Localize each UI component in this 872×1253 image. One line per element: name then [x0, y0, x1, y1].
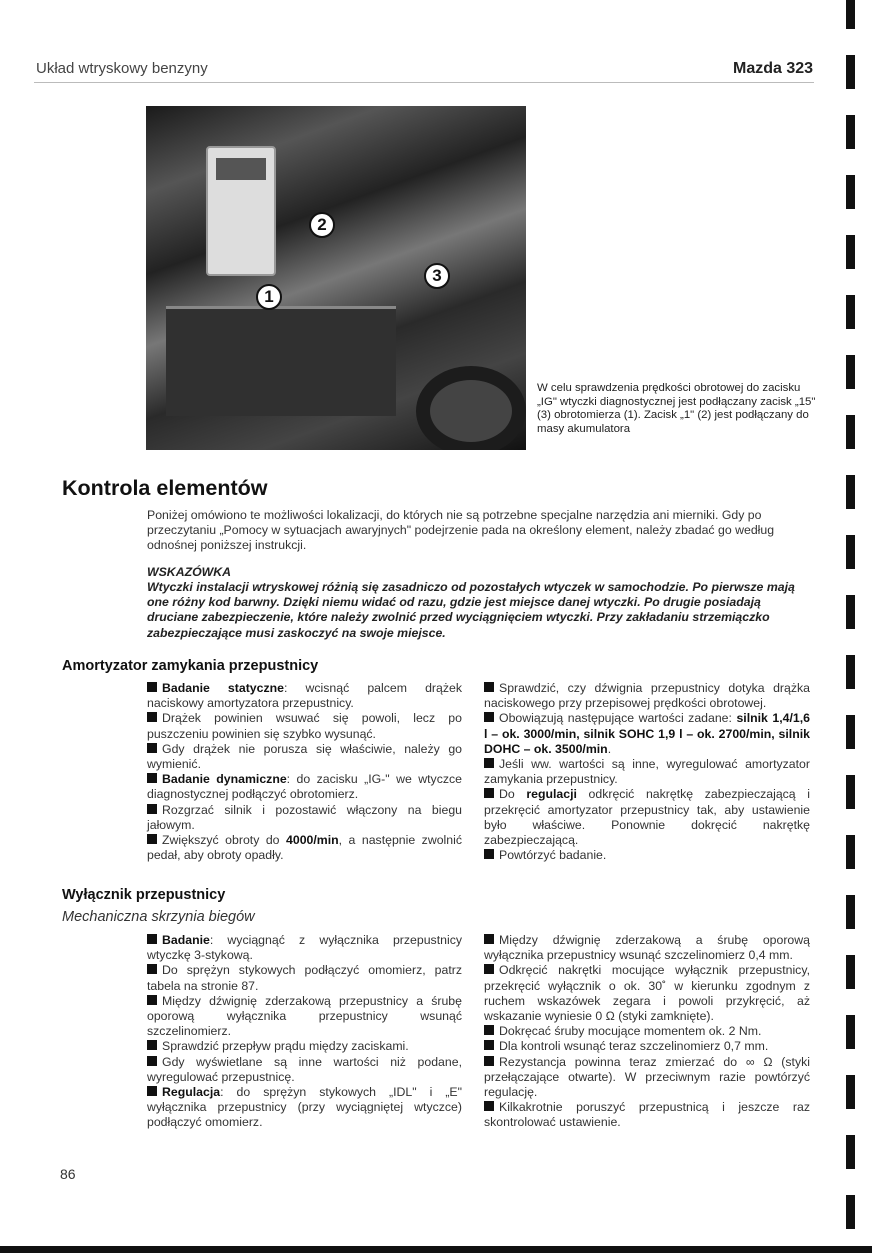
- bullet-square-icon: [484, 849, 494, 859]
- section-title: Kontrola elementów: [62, 476, 268, 500]
- s2-left: [147, 933, 462, 1131]
- edge-mark: [846, 115, 855, 149]
- bullet-item: [147, 1055, 462, 1085]
- edge-mark: [846, 715, 855, 749]
- tachometer-device: [206, 146, 276, 276]
- edge-mark: [846, 355, 855, 389]
- bullet-square-icon: [484, 1056, 494, 1066]
- item-text: Odkręcić nakrętki mocujące wyłącznik przepustnicy, przekręcić wyłącznik o ok. 30˚ w kierunku zgodnym z ruchem wskazówek zegara i powoli przykręcić, aż wskazanie wyniesie 0 Ω (styki zamknięte).: [484, 963, 810, 1024]
- edge-mark: [846, 955, 855, 989]
- note-heading: WSKAZÓWKA: [147, 565, 232, 579]
- bullet-item: [484, 933, 810, 963]
- item-text: Między dźwignię zderzakową przepustnicy a śrubę oporową wyłącznika przepustnicy wsunąć szczelinomierz.: [147, 993, 462, 1039]
- bullet-square-icon: [147, 834, 157, 844]
- item-text: Między dźwignię zderzakową a śrubę oporową wyłącznika przepustnicy wsunąć szczelinomierz 0,4 mm.: [484, 933, 810, 963]
- item-text: : do zacisku „IG-" we wtyczce diagnostycznej podłączyć obrotomierz.: [147, 772, 462, 802]
- bullet-item: [484, 757, 810, 787]
- edge-mark: [846, 235, 855, 269]
- header-rule: [34, 82, 814, 83]
- bullet-item: [484, 1100, 810, 1130]
- edge-mark: [846, 0, 855, 29]
- bullet-item: [147, 963, 462, 993]
- callout-2: 2: [309, 212, 335, 238]
- bullet-item: [147, 1085, 462, 1131]
- bullet-square-icon: [147, 1056, 157, 1066]
- car-model: Mazda 323: [733, 60, 814, 77]
- item-text: , a następnie zwolnić pedał, aby obroty opadły.: [147, 833, 463, 863]
- bullet-square-icon: [147, 804, 157, 814]
- edge-mark: [846, 295, 855, 329]
- bullet-item: [147, 681, 462, 711]
- edge-mark: [846, 1015, 855, 1049]
- edge-mark: [846, 1075, 855, 1109]
- heading-throttle-damper: Amortyzator zamykania przepustnicy: [62, 658, 319, 674]
- item-text: : do sprężyn stykowych „IDL" i „E" wyłącznika przepustnicy (przy wyciągniętej wtyczce) podłączyć omomierz.: [147, 1085, 462, 1130]
- bold-term: 4000/min: [286, 833, 339, 848]
- edge-mark: [846, 175, 855, 209]
- bullet-item: [484, 848, 810, 863]
- edge-mark: [846, 895, 855, 929]
- bullet-square-icon: [147, 934, 157, 944]
- edge-mark: [846, 475, 855, 509]
- bullet-square-icon: [484, 682, 494, 692]
- bullet-item: [147, 1039, 462, 1054]
- bullet-item: [484, 711, 810, 757]
- bullet-square-icon: [484, 964, 494, 974]
- callout-1: 1: [256, 284, 282, 310]
- bold-term: Badanie: [162, 933, 210, 947]
- item-text: Do sprężyn stykowych podłączyć omomierz, patrz tabela na stronie 87.: [147, 963, 462, 993]
- note-text: Wtyczki instalacji wtryskowej różnią się zasadniczo od pozostałych wtyczek w samochodzie. Po pierwsze mają one różny kod barwny. Dzięki niemu widać od razu, gdzie jest miejsce danej wtyczki. Po drugie posiadają druciane zabezpieczenie, które należy zwolnić przed wyciągnięciem wtyczki. Przy zakładaniu strzemiączko zabezpieczające musi zaskoczyć na swoje miejsce.: [147, 580, 795, 640]
- edge-mark: [846, 655, 855, 689]
- item-text: Powtórzyć badanie.: [499, 848, 607, 863]
- bullet-square-icon: [147, 964, 157, 974]
- hose: [416, 366, 526, 450]
- bold-term: Regulacja: [162, 1085, 221, 1100]
- bullet-item: [484, 1055, 810, 1101]
- bullet-item: [484, 1024, 810, 1039]
- item-text: Drążek powinien wsuwać się powoli, lecz po puszczeniu powinien się szybko wysunąć.: [147, 711, 462, 741]
- scan-bottom-bar: [0, 1246, 872, 1253]
- edge-mark: [846, 1195, 855, 1229]
- bullet-item: [147, 742, 462, 772]
- bullet-square-icon: [484, 1101, 494, 1111]
- s2-right: [484, 933, 810, 1131]
- figure-caption: W celu sprawdzenia prędkości obrotowej do zacisku „IG" wtyczki diagnostycznej jest podłączany zacisk „15" (3) obrotomierza (1). Zacisk „1" (2) jest podłączany do masy akumulatora: [537, 382, 816, 435]
- edge-mark: [846, 595, 855, 629]
- item-text: Do: [499, 787, 527, 802]
- edge-mark: [846, 535, 855, 569]
- edge-mark: [846, 415, 855, 449]
- item-text: Dokręcać śruby mocujące momentem ok. 2 Nm.: [499, 1024, 762, 1039]
- bullet-item: [484, 681, 810, 711]
- edge-mark: [846, 55, 855, 89]
- bold-term: regulacji: [526, 787, 577, 802]
- item-text: Kilkakrotnie poruszyć przepustnicą i jeszcze raz skontrolować ustawienie.: [484, 1100, 810, 1130]
- engine-bay-photo: [146, 106, 526, 450]
- battery: [166, 306, 396, 416]
- bullet-square-icon: [147, 712, 157, 722]
- bullet-item: [147, 711, 462, 741]
- item-text: Sprawdzić przepływ prądu między zaciskami.: [162, 1039, 409, 1054]
- bullet-square-icon: [147, 1086, 157, 1096]
- item-text: Sprawdzić, czy dźwignia przepustnicy dotyka drążka naciskowego przy przepisowej prędkości obrotowej.: [484, 681, 810, 711]
- bullet-item: [147, 803, 462, 833]
- heading-throttle-switch: Wyłącznik przepustnicy: [62, 887, 226, 903]
- item-text: Dla kontroli wsunąć teraz szczelinomierz 0,7 mm.: [499, 1039, 769, 1054]
- bold-term: Badanie dynamiczne: [162, 772, 287, 787]
- bullet-square-icon: [147, 1040, 157, 1050]
- callout-3: 3: [424, 263, 450, 289]
- bold-term: silnik 1,4/1,6 l – ok. 3000/min, silnik SOHC 1,9 l – ok. 2700/min, silnik DOHC – ok. 3500/min: [484, 711, 810, 756]
- bullet-square-icon: [147, 743, 157, 753]
- item-text: Zwiększyć obroty do: [162, 833, 287, 848]
- bullet-square-icon: [147, 773, 157, 783]
- page-number: 86: [60, 1166, 76, 1182]
- bullet-square-icon: [484, 712, 494, 722]
- bullet-item: [484, 1039, 810, 1054]
- intro-paragraph: Poniżej omówiono te możliwości lokalizacji, do których nie są potrzebne specjalne narzędzia ani mierniki. Gdy po przeczytaniu „Pomocy w sytuacjach awaryjnych" podejrzenie pada na określony element, należy zbadać go według odnośnej poniższej instrukcji.: [147, 508, 775, 553]
- chapter-title: Układ wtryskowy benzyny: [36, 60, 208, 77]
- s1-right: [484, 681, 810, 863]
- bullet-item: [147, 833, 462, 863]
- bold-term: Badanie statyczne: [162, 681, 284, 695]
- item-text: Rozgrzać silnik i pozostawić włączony na biegu jałowym.: [147, 802, 462, 832]
- bullet-square-icon: [484, 934, 494, 944]
- bullet-item: [147, 994, 462, 1040]
- item-text: .: [607, 741, 612, 756]
- item-text: odkręcić nakrętkę zabezpieczającą i przekręcić amortyzator przepustnicy tak, aby ustawienie było właściwe. Ponownie dokręcić nakrętkę zabezpieczającą.: [484, 787, 810, 848]
- s1-left: [147, 681, 462, 863]
- bullet-item: [484, 787, 810, 848]
- edge-mark: [846, 835, 855, 869]
- bullet-item: [147, 933, 462, 963]
- subheading-manual-gearbox: Mechaniczna skrzynia biegów: [62, 909, 255, 925]
- bullet-item: [147, 772, 462, 802]
- bullet-square-icon: [484, 788, 494, 798]
- item-text: Gdy wyświetlane są inne wartości niż podane, wyregulować przepustnicę.: [147, 1054, 462, 1084]
- bullet-square-icon: [147, 682, 157, 692]
- edge-mark: [846, 1135, 855, 1169]
- bullet-square-icon: [147, 995, 157, 1005]
- item-text: Gdy drążek nie porusza się właściwie, należy go wymienić.: [147, 741, 462, 772]
- edge-mark: [846, 775, 855, 809]
- bullet-square-icon: [484, 1025, 494, 1035]
- item-text: : wcisnąć palcem drążek naciskowy amortyzatora przepustnicy.: [147, 681, 462, 711]
- item-text: : wyciągnąć z wyłącznika przepustnicy wtyczkę 3-stykową.: [147, 933, 462, 963]
- bullet-square-icon: [484, 758, 494, 768]
- item-text: Jeśli ww. wartości są inne, wyregulować amortyzator zamykania przepustnicy.: [484, 757, 810, 787]
- bullet-item: [484, 963, 810, 1024]
- item-text: Rezystancja powinna teraz zmierzać do ∞ Ω (styki przełączające otwarte). W przeciwnym razie powtórzyć regulację.: [484, 1054, 810, 1100]
- bullet-square-icon: [484, 1040, 494, 1050]
- item-text: Obowiązują następujące wartości zadane:: [499, 711, 737, 726]
